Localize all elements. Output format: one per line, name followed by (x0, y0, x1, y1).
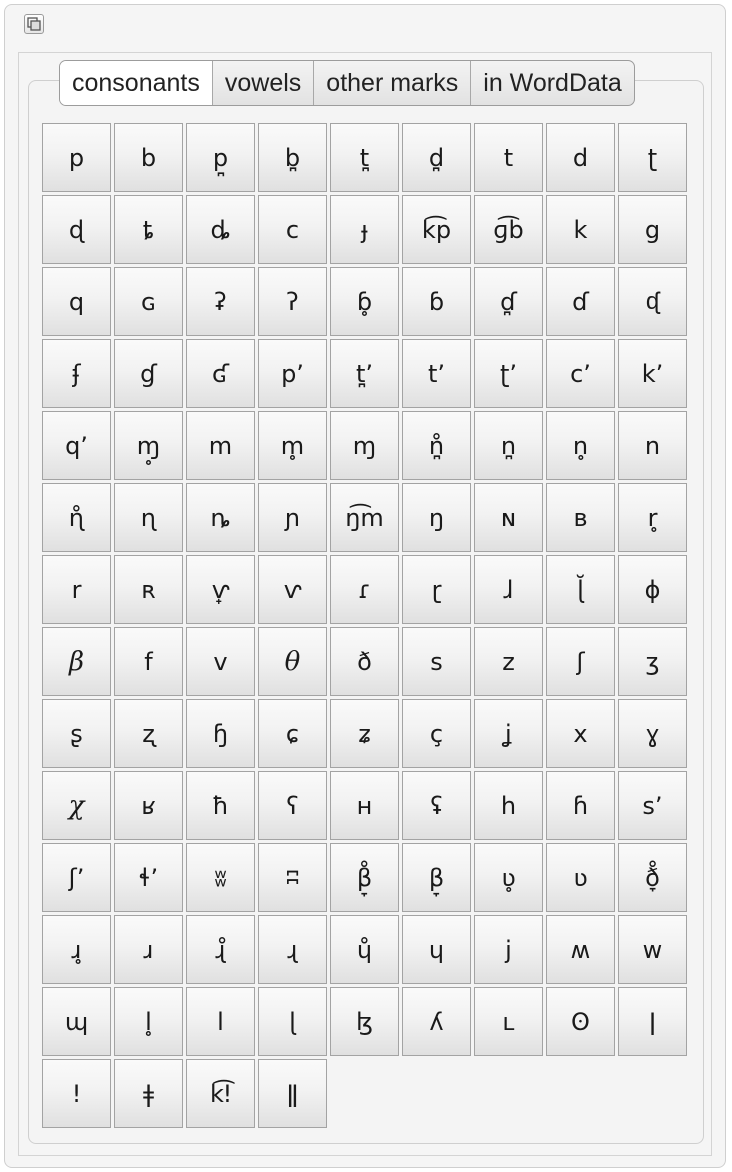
symbol-key[interactable]: qʼ (42, 411, 111, 480)
symbol-key[interactable]: ħ (186, 771, 255, 840)
symbol-key[interactable]: ǀ (618, 987, 687, 1056)
symbol-key[interactable]: n (618, 411, 687, 480)
symbol-key[interactable]: ŋ͡m (330, 483, 399, 552)
window-toggle-button[interactable] (24, 14, 44, 34)
symbol-key[interactable]: ɬʼ (114, 843, 183, 912)
symbol-key[interactable]: j (474, 915, 543, 984)
symbol-key[interactable]: ɡ͡b (474, 195, 543, 264)
symbol-key[interactable]: w (618, 915, 687, 984)
symbol-key[interactable]: ɱ (330, 411, 399, 480)
symbol-key[interactable]: ɳ̊ (42, 483, 111, 552)
symbol-key[interactable]: ɭ̆ (546, 555, 615, 624)
symbol-key[interactable]: g (618, 195, 687, 264)
symbol-key[interactable]: ʋ (546, 843, 615, 912)
symbol-key[interactable]: ʎ (402, 987, 471, 1056)
symbol-key[interactable]: ç (402, 699, 471, 768)
palette-window-icon (25, 15, 43, 33)
symbol-key[interactable]: r̥ (618, 483, 687, 552)
symbol-key[interactable]: kʼ (618, 339, 687, 408)
symbol-key[interactable]: ʃʼ (42, 843, 111, 912)
symbol-key[interactable]: p (42, 123, 111, 192)
symbol-key[interactable]: ɦ (546, 771, 615, 840)
symbol-key[interactable]: r (42, 555, 111, 624)
symbol-key[interactable]: n̪̊ (402, 411, 471, 480)
symbol-key[interactable]: ɣ (618, 699, 687, 768)
symbol-key[interactable]: ʈ (618, 123, 687, 192)
symbol-key[interactable]: ɮ (330, 987, 399, 1056)
symbol-key[interactable]: b (114, 123, 183, 192)
symbol-key[interactable]: b̪ (258, 123, 327, 192)
symbol-key[interactable]: ɲ (258, 483, 327, 552)
symbol-key[interactable]: ʛ (186, 339, 255, 408)
symbol-key[interactable]: ɖ (42, 195, 111, 264)
symbol-key[interactable]: m (186, 411, 255, 480)
symbol-key[interactable]: n̪ (474, 411, 543, 480)
symbol-key[interactable]: h (474, 771, 543, 840)
symbol-key[interactable]: ǁ (258, 1059, 327, 1128)
symbol-key[interactable]: ʡ (186, 267, 255, 336)
symbol-grid (42, 123, 687, 1128)
symbol-key[interactable]: ɓ̥ (330, 267, 399, 336)
symbol-key[interactable]: ⱱ̟ (186, 555, 255, 624)
symbol-key[interactable]: k (546, 195, 615, 264)
symbol-key[interactable]: ʝ (474, 699, 543, 768)
symbol-key[interactable]: ǂ (114, 1059, 183, 1128)
symbol-key[interactable]: t̪ (330, 123, 399, 192)
symbol-key[interactable]: ʄ (42, 339, 111, 408)
symbol-key[interactable]: ȶ (114, 195, 183, 264)
symbol-key[interactable]: ɠ (114, 339, 183, 408)
tab-in-worddata[interactable]: in WordData (483, 69, 622, 97)
symbol-key[interactable]: ɗ (546, 267, 615, 336)
symbol-key[interactable]: pʼ (258, 339, 327, 408)
symbol-key[interactable]: ᶑ (618, 267, 687, 336)
symbol-key[interactable]: c (258, 195, 327, 264)
symbol-key[interactable]: m̥ (258, 411, 327, 480)
symbol-key[interactable]: ɧ (186, 699, 255, 768)
symbol-key[interactable]: f (114, 627, 183, 696)
symbol-key[interactable]: ʔ (258, 267, 327, 336)
symbol-key[interactable]: ʭ (258, 843, 327, 912)
symbol-key[interactable]: ɱ̥ (114, 411, 183, 480)
symbol-key[interactable]: k͡p (402, 195, 471, 264)
symbol-key[interactable]: ɭ (258, 987, 327, 1056)
symbol-key[interactable]: x (546, 699, 615, 768)
symbol-key[interactable]: sʼ (618, 771, 687, 840)
symbol-key[interactable]: ɺ (474, 555, 543, 624)
symbol-key[interactable]: l̥ (114, 987, 183, 1056)
symbol-key[interactable]: ɰ (42, 987, 111, 1056)
symbol-key[interactable]: ð̞̊ (618, 843, 687, 912)
symbol-key[interactable]: ʋ̥ (474, 843, 543, 912)
symbol-key[interactable]: ʒ (618, 627, 687, 696)
symbol-key[interactable]: ʑ (330, 699, 399, 768)
symbol-key[interactable]: ɽ (402, 555, 471, 624)
symbol-key[interactable]: ʐ (114, 699, 183, 768)
symbol-key[interactable]: χ (42, 771, 111, 840)
symbol-key[interactable]: s (402, 627, 471, 696)
symbol-key[interactable]: cʼ (546, 339, 615, 408)
tab-bar (59, 60, 635, 106)
tab-consonants[interactable]: consonants (60, 61, 213, 105)
symbol-key[interactable]: d̪ (402, 123, 471, 192)
symbol-key[interactable]: l (186, 987, 255, 1056)
symbol-key[interactable]: q (42, 267, 111, 336)
symbol-key[interactable]: ȡ (186, 195, 255, 264)
symbol-key[interactable]: ɻ̊ (186, 915, 255, 984)
symbol-key[interactable]: ɸ (618, 555, 687, 624)
symbol-key[interactable]: ð (330, 627, 399, 696)
tab-vowels[interactable]: vowels (213, 61, 314, 105)
symbol-key[interactable]: ʍ (546, 915, 615, 984)
symbol-key[interactable]: β̞ (402, 843, 471, 912)
symbol-key[interactable]: ʜ (330, 771, 399, 840)
symbol-key[interactable]: β (42, 627, 111, 696)
symbol-key[interactable]: ɥ̊ (330, 915, 399, 984)
symbol-key[interactable]: p̪ (186, 123, 255, 192)
symbol-key[interactable]: k͡ǃ (186, 1059, 255, 1128)
symbol-key[interactable]: ɗ̪ (474, 267, 543, 336)
symbol-key[interactable]: β̞̊ (330, 843, 399, 912)
symbol-key[interactable]: ɕ (258, 699, 327, 768)
symbol-key[interactable]: t̪ʼ (330, 339, 399, 408)
symbol-key[interactable]: v (186, 627, 255, 696)
symbol-key[interactable]: ʁ (114, 771, 183, 840)
symbol-key[interactable]: ⱱ (258, 555, 327, 624)
symbol-key[interactable]: t (474, 123, 543, 192)
symbol-key[interactable]: ɓ (402, 267, 471, 336)
symbol-key[interactable]: ɾ (330, 555, 399, 624)
symbol-key[interactable]: ǃ (42, 1059, 111, 1128)
symbol-key[interactable]: d (546, 123, 615, 192)
symbol-key[interactable]: ʂ (42, 699, 111, 768)
symbol-key[interactable]: ʬ (186, 843, 255, 912)
symbol-key[interactable]: ɴ (474, 483, 543, 552)
tab-other-marks[interactable]: other marks (314, 61, 471, 105)
symbol-key[interactable]: ʙ (546, 483, 615, 552)
symbol-key[interactable]: ɢ (114, 267, 183, 336)
symbol-key[interactable]: ʕ (258, 771, 327, 840)
symbol-key[interactable]: ɹ̥ (42, 915, 111, 984)
symbol-key[interactable]: tʼ (402, 339, 471, 408)
symbol-key[interactable]: n̥ (546, 411, 615, 480)
symbol-key[interactable]: ʃ (546, 627, 615, 696)
symbol-key[interactable]: ɥ (402, 915, 471, 984)
symbol-key[interactable]: ɹ (114, 915, 183, 984)
symbol-key[interactable]: ʘ (546, 987, 615, 1056)
symbol-key[interactable]: ɻ (258, 915, 327, 984)
symbol-key[interactable]: ɟ (330, 195, 399, 264)
symbol-key[interactable]: ʀ (114, 555, 183, 624)
symbol-key[interactable]: ʟ (474, 987, 543, 1056)
symbol-key[interactable]: ŋ (402, 483, 471, 552)
symbol-key[interactable]: ɳ (114, 483, 183, 552)
symbol-key[interactable]: z (474, 627, 543, 696)
symbol-key[interactable]: ʈʼ (474, 339, 543, 408)
symbol-key[interactable]: ȵ (186, 483, 255, 552)
symbol-key[interactable]: ʢ (402, 771, 471, 840)
symbol-key[interactable]: θ (258, 627, 327, 696)
